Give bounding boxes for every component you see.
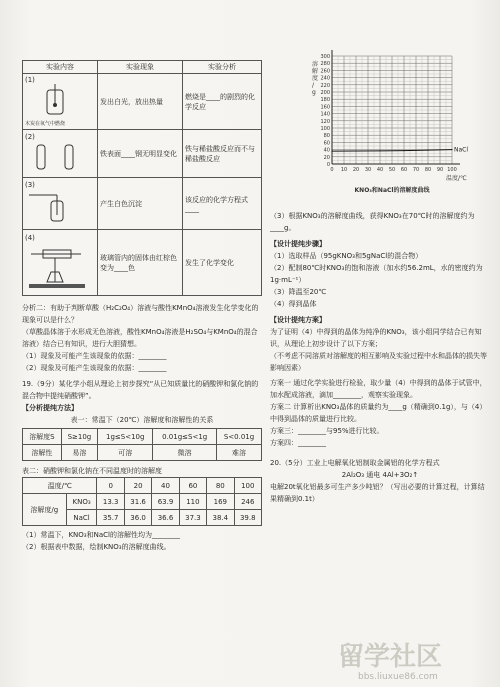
- equation: 2Al₂O₃ 通电 4Al+3O₂↑: [341, 471, 419, 479]
- y-tick-label: 240: [320, 75, 330, 82]
- question-20: 20.（5分）工业上电解氧化铝制取金属铝的化学方程式: [270, 459, 440, 467]
- series-point: [331, 151, 332, 152]
- gas-bottle-diagram: [25, 84, 89, 118]
- phenom-1: 发出白光，放出热量: [98, 74, 183, 130]
- x-tick-label: 20: [352, 167, 360, 173]
- row-num-4: (4): [25, 233, 35, 242]
- t2-nacl-0: 35.7: [97, 510, 124, 526]
- analysis-4: 发生了化学变化: [183, 230, 262, 296]
- method-title: 【分析提纯方法】: [22, 404, 78, 412]
- row-num-3: (3): [25, 180, 35, 189]
- y-tick-label: 300: [320, 54, 330, 60]
- series-point: [379, 150, 380, 151]
- header-analysis: 实验分析: [183, 61, 262, 74]
- x-tick-label: 40: [376, 167, 384, 173]
- t1-r1-c3: 1g≤S<10g: [98, 429, 153, 445]
- table1-title: 表一：常温下（20℃）溶解度和溶解性的关系: [70, 416, 214, 424]
- x-tick-label: 0: [330, 167, 334, 173]
- t1-r2-c5: 难溶: [217, 445, 262, 461]
- t1-r2-c1: 溶解性: [23, 445, 62, 461]
- t2-kno3-0: 13.3: [97, 494, 124, 510]
- y-axis-label: 溶解度/ g: [312, 61, 319, 96]
- t2-kno3-4: 169: [207, 494, 234, 510]
- t1-r1-c2: S≥10g: [61, 429, 97, 445]
- series-point: [427, 150, 428, 151]
- verify-text-1: 为了证明（4）中得到的晶体为纯净的KNO₃，该小组同学结合已有知识，从理论上初步设计了以下方案；: [270, 328, 482, 348]
- x-tick-label: 50: [388, 167, 396, 173]
- x-tick-label: 90: [436, 167, 444, 173]
- y-tick-label: 140: [320, 111, 330, 118]
- t2-kno3-1: 31.6: [124, 494, 151, 510]
- question-2: （2）根据表中数据，绘制KNO₃的溶解度曲线。: [22, 543, 171, 551]
- t2-temp-3: 60: [179, 478, 206, 494]
- guess-1: （1）现象及可能产生该现象的依据：________: [22, 352, 167, 360]
- y-tick-label: 220: [320, 82, 330, 89]
- reduction-apparatus-diagram: [25, 242, 89, 290]
- t2-kno3-5: 246: [234, 494, 261, 510]
- t2-temp-5: 100: [234, 478, 261, 494]
- t1-r1-c5: S<0.01g: [217, 429, 262, 445]
- verify-text-2: （不考虑不同溶质对溶解度的相互影响及实验过程中水和晶体的损失等影响因素）: [270, 352, 487, 372]
- chart-caption: KNO₃和NaCl的溶解度曲线: [354, 187, 430, 194]
- apparatus-cell-2: [23, 130, 98, 178]
- step-1: （1）选取样品（95gKNO₃和5gNaCl的混合物）: [270, 252, 423, 260]
- t2-nacl-label: NaCl: [66, 510, 97, 526]
- t2-kno3-2: 63.9: [152, 494, 179, 510]
- row-num-2: (2): [25, 132, 35, 141]
- t2-kno3-3: 110: [179, 494, 206, 510]
- y-tick-label: 280: [320, 61, 330, 68]
- y-tick-label: 60: [323, 140, 330, 147]
- x-tick-label: 30: [364, 167, 372, 173]
- right-column: [270, 210, 490, 505]
- question-20b: 电解20t氧化铝最多可生产多少吨铝？（写出必要的计算过程，计算结果精确到0.1t）: [270, 483, 485, 503]
- left-column: [22, 60, 262, 553]
- apparatus-cell-3: [23, 178, 98, 230]
- y-tick-label: 20: [323, 154, 330, 161]
- row-num-1: (1): [25, 76, 35, 84]
- series-label: NaCl: [454, 146, 469, 154]
- t2-temp-2: 40: [152, 478, 179, 494]
- analysis-2: 铁与稀盐酸反应而不与稀盐酸反应: [183, 130, 262, 178]
- series-point: [355, 150, 356, 151]
- x-tick-label: 80: [424, 167, 432, 173]
- t1-r2-c2: 易溶: [61, 445, 97, 461]
- apparatus-cell-1: [23, 74, 98, 130]
- watermark-logo: [334, 635, 494, 683]
- x-tick-label: 60: [400, 167, 408, 173]
- series-point: [451, 149, 452, 150]
- apparatus-caption-1: 木炭在氧气中燃烧: [25, 121, 66, 127]
- y-tick-label: 160: [320, 104, 330, 111]
- co2-limewater-diagram: [25, 189, 89, 225]
- plan-3: 方案三：________与95%进行比较。: [270, 427, 384, 435]
- t2-temp-4: 80: [207, 478, 234, 494]
- x-tick-label: 70: [412, 167, 420, 173]
- t2-nacl-1: 36.0: [124, 510, 151, 526]
- hint-text: （草酸晶体溶于水形成无色溶液，酸性KMnO₄溶液是H₂SO₄与KMnO₄的混合溶液）结合已有知识，进行大胆猜想。: [22, 328, 258, 348]
- x-tick-label: 100: [447, 167, 457, 173]
- analysis-1: 燃烧是____的剧烈的化学反应: [183, 74, 262, 130]
- table2-title: 表二：硝酸钾和氯化钠在不同温度时的溶解度: [22, 467, 162, 475]
- y-tick-label: 260: [320, 68, 330, 75]
- header-content: 实验内容: [23, 61, 98, 74]
- phenom-2: 铁表面____钢无明显变化: [98, 130, 183, 178]
- verify-title: 【设计提纯方案】: [270, 316, 326, 324]
- solubility-data-table: [22, 477, 262, 526]
- question-3: （3）根据KNO₃的溶解度曲线，获得KNO₃在70℃时的溶解度约为____g。: [270, 212, 475, 232]
- t1-r2-c4: 微溶: [153, 445, 217, 461]
- y-tick-label: 100: [320, 126, 330, 132]
- apparatus-cell-4: [23, 230, 98, 296]
- solubility-chart: [300, 44, 490, 204]
- y-tick-label: 80: [323, 133, 330, 140]
- analysis-two-text: 分析二：有助于判断草酸（H₂C₂O₄）溶液与酸性KMnO₄溶液发生化学变化的现象可以是什么？: [22, 304, 259, 324]
- test-tubes-diagram: [25, 141, 89, 173]
- x-axis-label: 温度/℃: [446, 175, 467, 182]
- t1-r1-c1: 溶解度S: [23, 429, 62, 445]
- guess-2: （2）现象及可能产生该现象的依据：________: [22, 364, 167, 372]
- phenom-3: 产生白色沉淀: [98, 178, 183, 230]
- step-3: （3）降温至20℃: [270, 288, 327, 296]
- plan-2: 方案二 计算析出KNO₃晶体的质量约为____g（精确到0.1g），与（4）中得到晶体的质量进行比较。: [270, 403, 487, 423]
- y-tick-label: 0: [326, 162, 330, 168]
- t2-nacl-3: 37.3: [179, 510, 206, 526]
- t2-nacl-5: 39.8: [234, 510, 261, 526]
- x-tick-label: 10: [340, 167, 348, 173]
- step-2: （2）配制80℃时KNO₃的饱和溶液（加水约56.2mL，水的密度约为1g·mL⁻¹）: [270, 264, 483, 284]
- t1-r1-c4: 0.01g≤S<1g: [153, 429, 217, 445]
- watermark-brand: 留学社区: [338, 642, 443, 672]
- t1-r2-c3: 可溶: [98, 445, 153, 461]
- design-steps-title: 【设计提纯步骤】: [270, 240, 326, 248]
- question-19: 19.（9分）某化学小组从理论上初步探究“从已知质量比的硝酸钾和氯化钠的混合物中提纯硝酸钾”。: [22, 380, 259, 400]
- t2-temp-label: 温度/℃: [23, 478, 97, 494]
- question-1: （1）常温下，KNO₃和NaCl的溶解性均为________: [22, 531, 180, 539]
- step-4: （4）得到晶体: [270, 300, 317, 308]
- chart-svg: [300, 44, 490, 204]
- t2-temp-1: 20: [124, 478, 151, 494]
- y-tick-label: 120: [320, 118, 330, 125]
- watermark-url: bbs.liuxue86.com: [358, 672, 438, 682]
- analysis-3: 该反应的化学方程式____: [183, 178, 262, 230]
- y-tick-label: 40: [323, 147, 330, 154]
- header-phenomenon: 实验现象: [98, 61, 183, 74]
- t2-kno3-label: KNO₃: [66, 494, 97, 510]
- t2-nacl-2: 36.6: [152, 510, 179, 526]
- plan-1: 方案一 通过化学实验进行检验，取少量（4）中得到的晶体于试管中，加水配成溶液，滴加________，观察实验现象。: [270, 379, 487, 399]
- series-point: [403, 150, 404, 151]
- y-tick-label: 180: [320, 97, 330, 104]
- solubility-class-table: [22, 428, 262, 461]
- plan-4: 方案四：________: [270, 439, 326, 447]
- t2-sol-label: 溶解度/g: [23, 494, 67, 526]
- phenom-4: 玻璃管内的固体由红棕色变为____色: [98, 230, 183, 296]
- t2-nacl-4: 38.4: [207, 510, 234, 526]
- y-tick-label: 200: [320, 90, 330, 96]
- experiment-table: [22, 60, 262, 296]
- t2-temp-0: 0: [97, 478, 124, 494]
